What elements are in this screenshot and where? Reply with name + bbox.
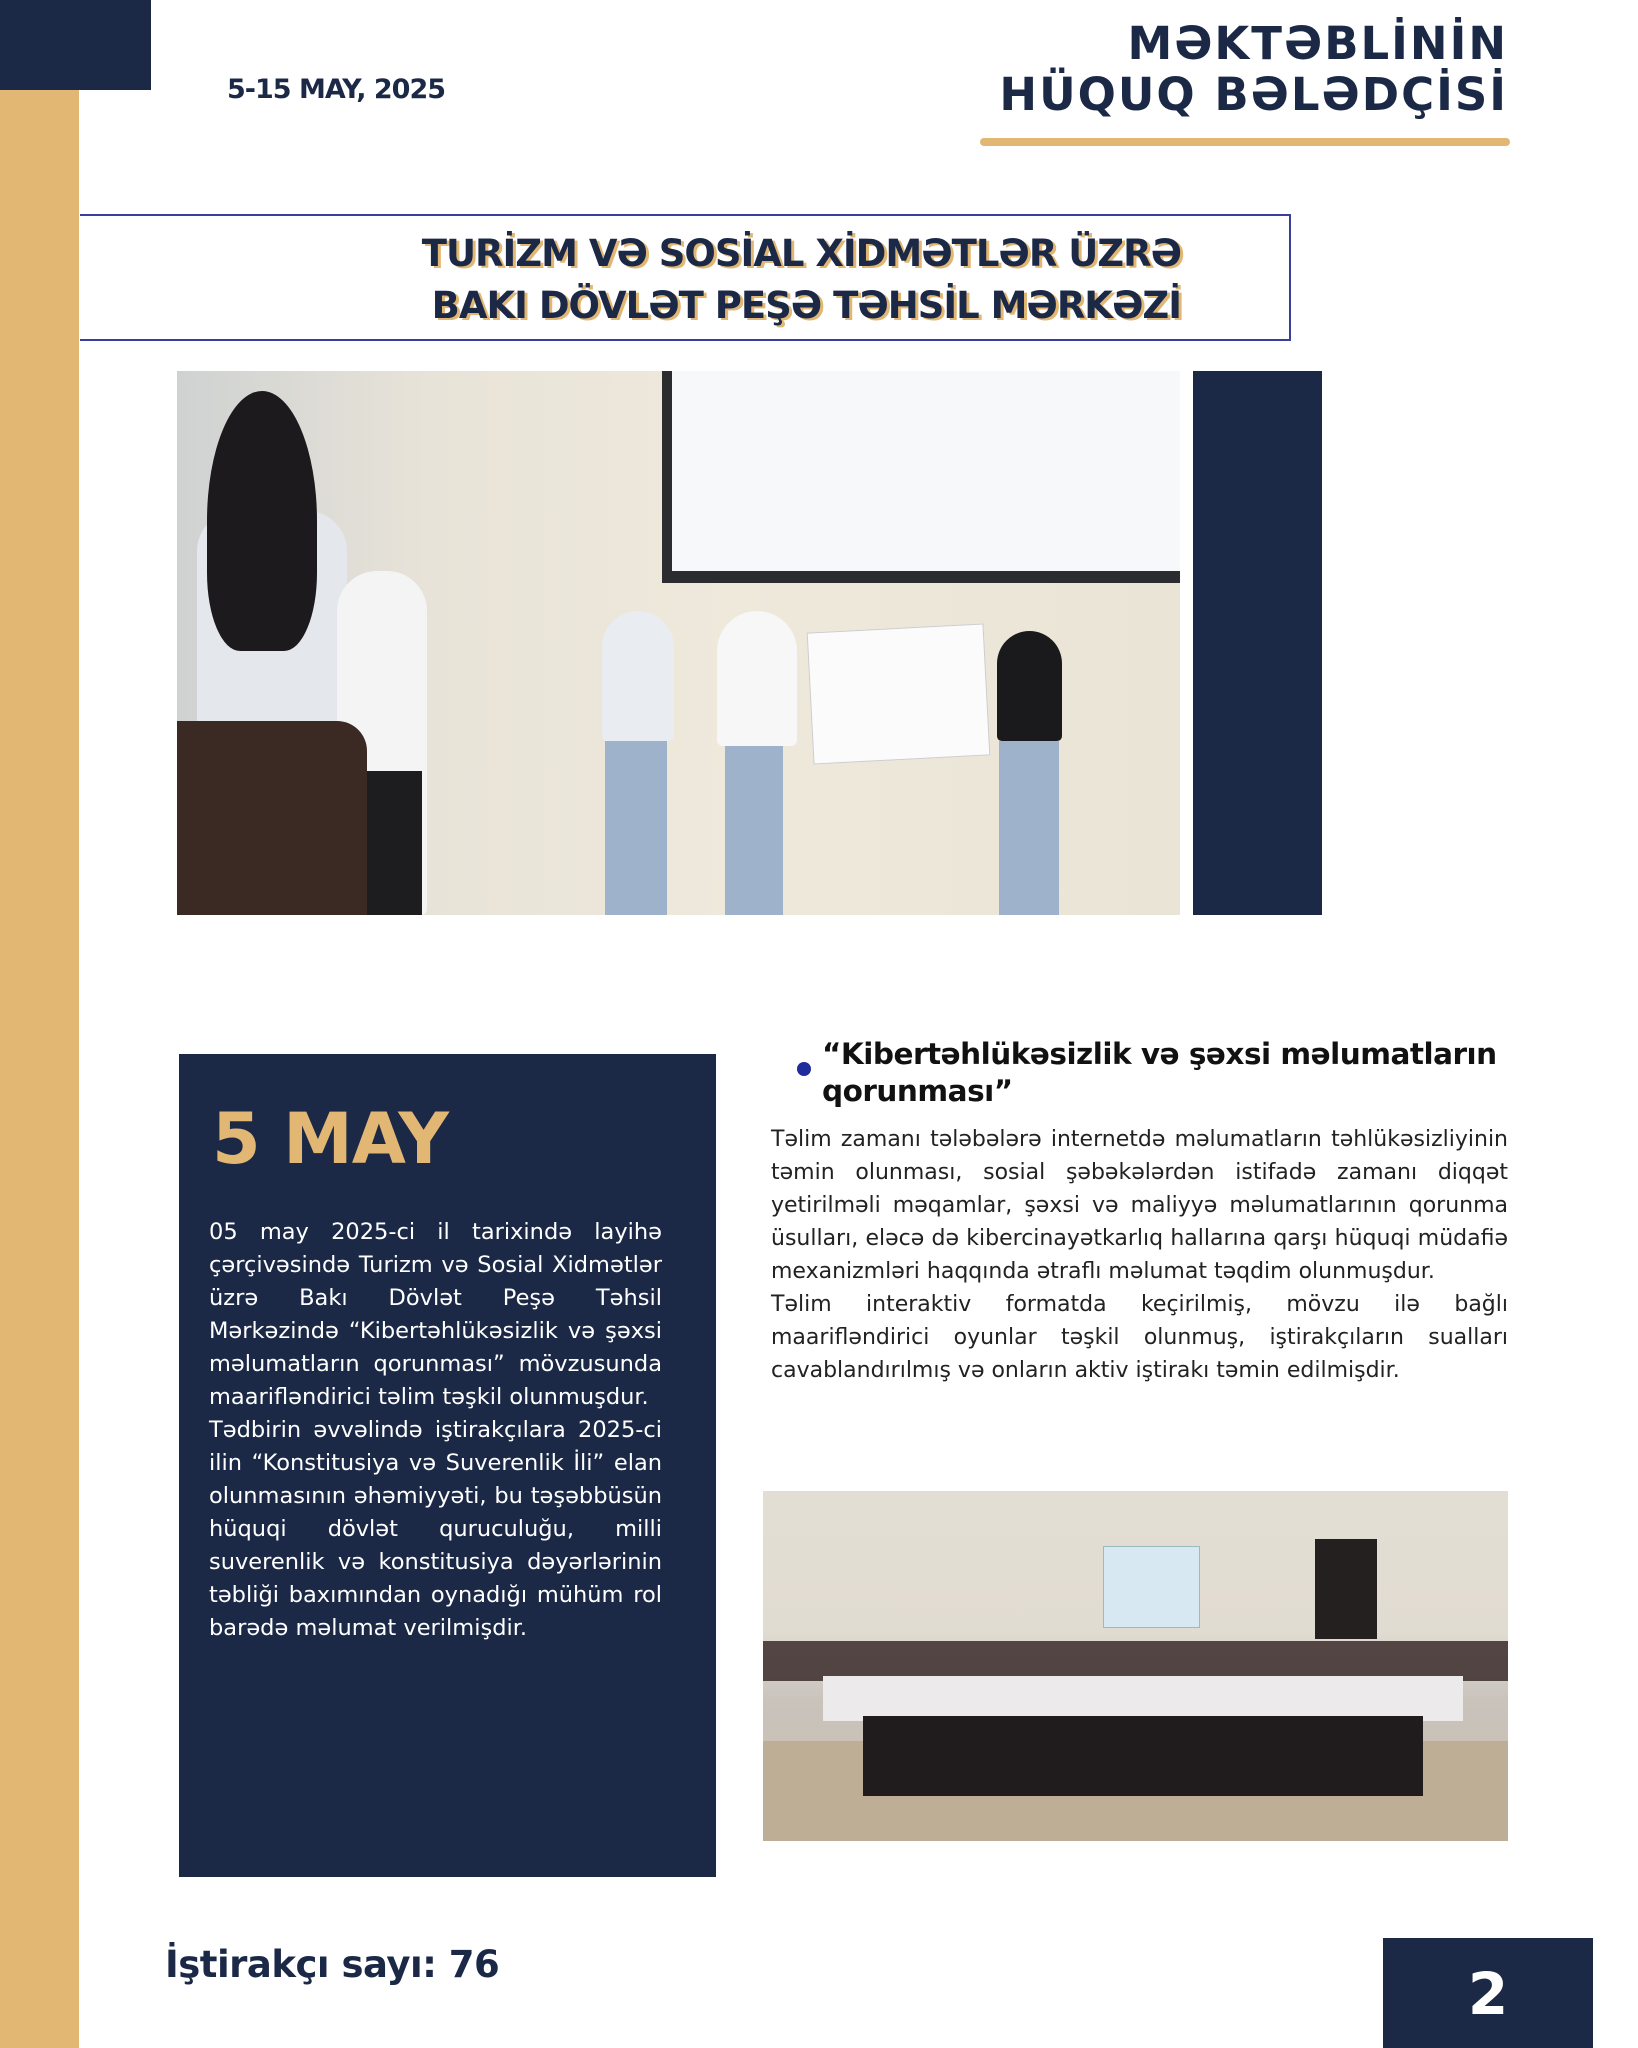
institution-banner <box>1103 1546 1200 1628</box>
person <box>717 611 797 746</box>
presentation-photo <box>177 371 1180 915</box>
masthead-underline <box>980 138 1510 146</box>
event-paragraph: Tədbirin əvvəlində iştirakçılara 2025-ci ilin “Konstitusiya və Suverenlik İli” elan olunmasının əhəmiyyəti, bu təşəbbüsün hüquqi dövlət quruculuğu, milli suverenlik və konstitusiya dəyərlərinin təbliği baxımından oynadığı mühüm rol barədə məlumat verilmişdir. <box>209 1417 662 1641</box>
person-jeans <box>725 746 783 915</box>
masthead-line1: MƏKTƏBLİNİN <box>1127 17 1508 70</box>
person-jeans <box>999 741 1059 915</box>
event-date: 5 MAY <box>212 1098 448 1180</box>
corner-decoration <box>0 0 151 90</box>
participant-count: İştirakçı sayı: 76 <box>165 1943 500 1986</box>
institution-title-box <box>80 214 1291 341</box>
section-heading: “Kibertəhlükəsizlik və şəxsi məlumatların qorunması” <box>822 1037 1497 1108</box>
section-paragraph: Təlim zamanı tələbələrə internetdə məlumatların təhlükəsizliyinin təmin olunması, sosial şəbəkələrdən istifadə zamanı diqqət yetirilməli məqamlar, şəxsi və maliyyə məlumatlarının qorunma üsulları, eləcə də kibercinayətkarlıq hallarına qarşı hüquqi müdafiə mexanizmləri haqqında ətraflı məlumat təqdim olunmuşdur. <box>771 1127 1508 1284</box>
institution-title <box>422 228 1181 332</box>
masthead-line2: HÜQUQ BƏLƏDÇİSİ <box>999 68 1508 121</box>
seat-rows <box>763 1641 1508 1681</box>
lectern <box>177 721 367 915</box>
date-range: 5-15 MAY, 2025 <box>227 74 446 105</box>
door <box>1315 1539 1377 1639</box>
title-line1: TURİZM VƏ SOSİAL XİDMƏTLƏR ÜZRƏ <box>421 232 1181 275</box>
masthead <box>999 18 1508 120</box>
side-accent-bar <box>0 90 79 2048</box>
audience-shirts <box>823 1676 1463 1721</box>
hand-drawn-poster <box>807 623 991 764</box>
person <box>602 611 674 741</box>
page-number: 2 <box>1467 1960 1509 2028</box>
event-description <box>209 1216 662 1645</box>
person-jeans <box>605 741 667 915</box>
bullet-icon <box>797 1062 811 1076</box>
audience-trousers <box>863 1716 1423 1796</box>
section-paragraph: Təlim interaktiv formatda keçirilmiş, mövzu ilə bağlı maarifləndirici oyunlar təşkil olunmuş, iştirakçıların sualları cavablandırılmış və onların aktiv iştirakı təmin edilmişdir. <box>771 1292 1508 1383</box>
photo-side-block <box>1193 371 1322 915</box>
person-trousers <box>362 771 422 915</box>
audience-photo <box>763 1491 1508 1841</box>
section-body <box>771 1123 1508 1387</box>
person <box>997 631 1062 741</box>
person-hair <box>207 391 317 651</box>
page-number-box <box>1383 1938 1593 2048</box>
event-card <box>179 1054 716 1877</box>
projector-screen <box>662 371 1180 583</box>
title-line2: BAKI DÖVLƏT PEŞƏ TƏHSİL MƏRKƏZİ <box>431 284 1181 327</box>
event-paragraph: 05 may 2025-ci il tarixində layihə çərçivəsində Turizm və Sosial Xidmətlər üzrə Bakı Dövlət Peşə Təhsil Mərkəzində “Kibertəhlükəsizlik və şəxsi məlumatların qorunması” mövzusunda maarifləndirici təlim təşkil olunmuşdur. <box>209 1219 662 1410</box>
